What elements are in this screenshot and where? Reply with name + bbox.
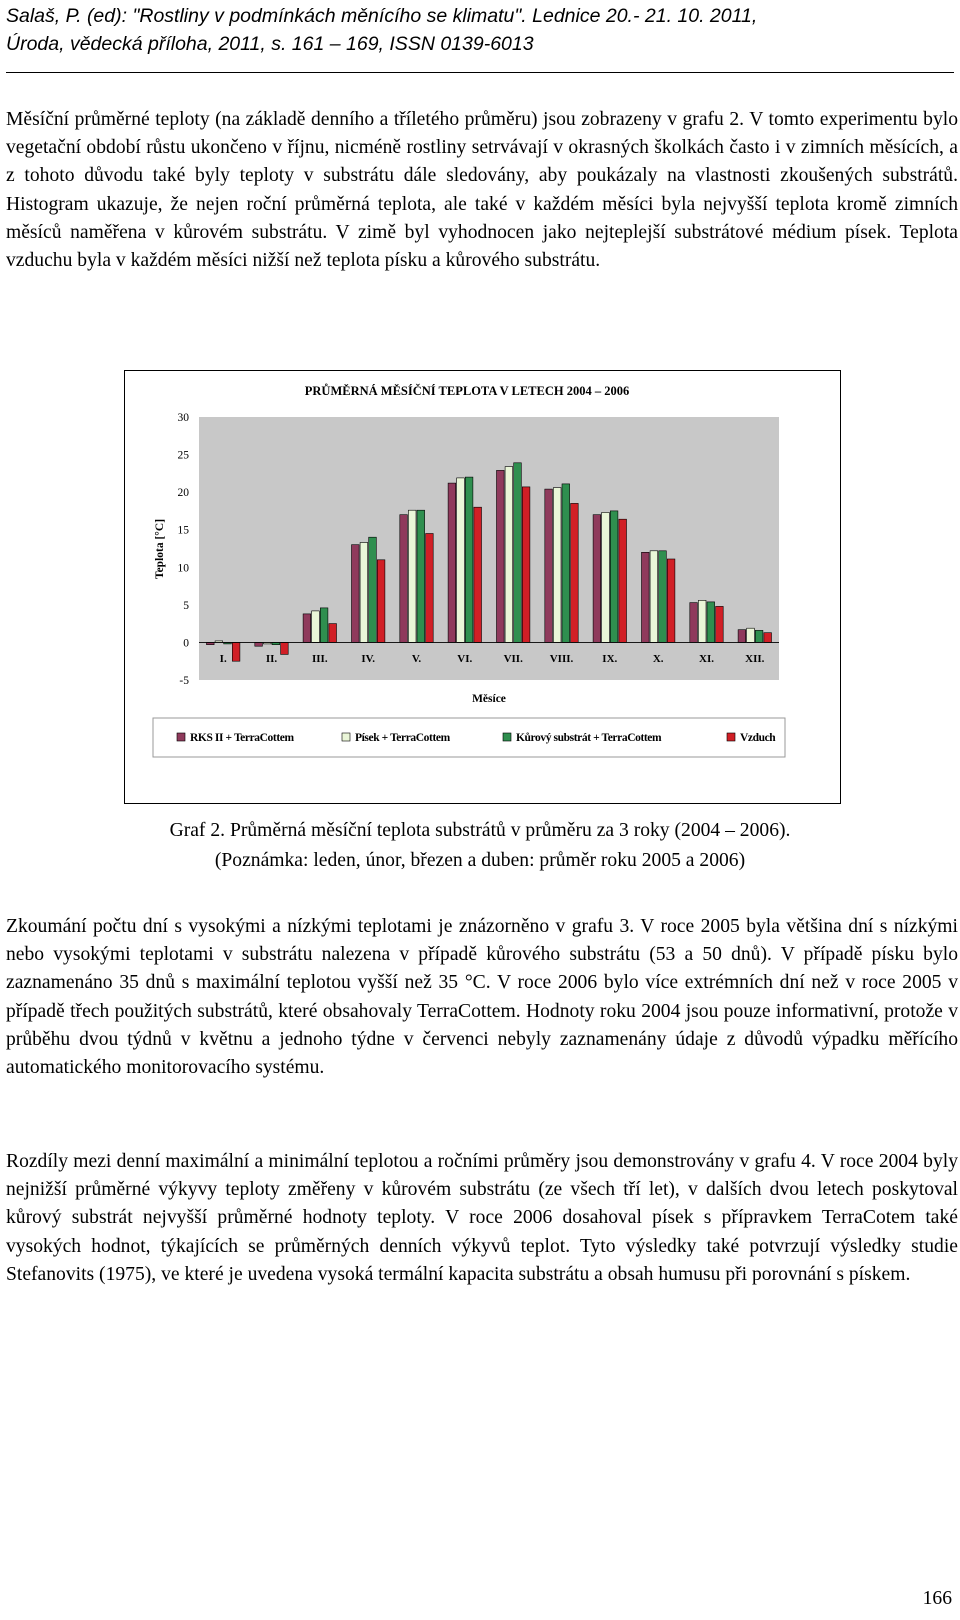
y-tick-label: 10 bbox=[177, 562, 189, 575]
y-tick-label: 25 bbox=[177, 449, 189, 462]
bar-1-iii bbox=[303, 614, 311, 643]
bar-3-v bbox=[417, 510, 425, 642]
x-tick-label: VII. bbox=[503, 653, 523, 665]
citation-header bbox=[6, 2, 946, 58]
legend-label: RKS II + TerraCottem bbox=[190, 732, 294, 744]
legend-swatch bbox=[177, 733, 185, 741]
x-tick-label: II. bbox=[265, 653, 278, 665]
y-tick-label: 30 bbox=[177, 412, 189, 424]
bar-2-viii bbox=[553, 488, 561, 643]
x-tick-label: IV. bbox=[361, 653, 375, 665]
x-tick-label: IX. bbox=[602, 653, 618, 665]
figure-caption-note: (Poznámka: leden, únor, březen a duben: průměr roku 2005 a 2006) bbox=[214, 850, 746, 871]
y-tick-label: 15 bbox=[177, 524, 189, 537]
bar-4-xi bbox=[716, 606, 724, 642]
citation-line-2: Úroda, vědecká příloha, 2011, s. 161 – 169, ISSN 0139-6013 bbox=[6, 33, 534, 55]
y-axis-label: Teplota [°C] bbox=[154, 518, 166, 580]
legend-label: Písek + TerraCottem bbox=[355, 732, 450, 744]
x-tick-label: III. bbox=[312, 653, 328, 665]
bar-1-v bbox=[400, 515, 408, 643]
x-axis-label: Měsíce bbox=[472, 693, 506, 705]
bar-1-iv bbox=[352, 545, 360, 643]
chart-frame bbox=[124, 370, 841, 804]
bar-4-ii bbox=[281, 642, 289, 654]
bar-4-x bbox=[667, 559, 675, 642]
bar-4-v bbox=[426, 534, 434, 643]
x-tick-label: V. bbox=[411, 653, 422, 665]
legend-swatch bbox=[342, 733, 350, 741]
bar-3-iii bbox=[320, 608, 328, 643]
chart-title: PRŮMĚRNÁ MĚSÍČNÍ TEPLOTA V LETECH 2004 – 2006 bbox=[304, 384, 630, 398]
legend-label: Vzduch bbox=[740, 732, 776, 744]
bar-1-vii bbox=[497, 470, 505, 642]
paragraph-daily-fluctuations: Rozdíly mezi denní maximální a minimální teplotou a ročními průměry jsou demonstrovány v grafu 4. V roce 2004 byly nejnižší průměrné výkyvy teploty změřeny v kůrovém substrátu (ze všech tří let), v dalších dvou letech poskytoval kůrový substrát nejvyšší průměrné hodnoty teploty. V roce 2006 dosahoval písek s přípravkem TerraCotem také vysokých hodnot, týkajících se průměrných denních výkyvů teplot. Tyto výsledky také potvrzují výsledky studie Stefanovits (1975), ve které je uvedena vysoká termální kapacita substrátu a obsah humusu při porovnání s pískem. bbox=[6, 1151, 958, 1285]
bar-4-iii bbox=[329, 624, 337, 643]
page-number: 166 bbox=[922, 1588, 952, 1609]
bar-2-x bbox=[650, 551, 658, 643]
paragraph-monthly-temperatures: Měsíční průměrné teploty (na základě denního a tříletého průměru) jsou zobrazeny v grafu 2. V tomto experimentu bylo vegetační období růstu ukončeno v říjnu, nicméně rostliny setrvávají v okrasných školkách často i v zimních měsících, a z tohoto důvodu také byly teploty v substrátu dále sledovány, aby poukázaly na vlastnosti zkoušených substrátů. Histogram ukazuje, že nejen roční průměrná teplota, ale také v každém měsíci byla nejvyšší teplota kromě zimních měsíců naměřena v kůrovém substrátu. V zimě byl vyhodnocen jako nejteplejší substrátové médium písek. Teplota vzduchu byla v každém měsíci nižší než teplota písku a kůrového substrátu. bbox=[6, 109, 958, 272]
bar-4-vi bbox=[474, 507, 482, 642]
bar-2-ix bbox=[602, 512, 610, 642]
bar-1-xi bbox=[690, 603, 698, 643]
y-tick-label: 0 bbox=[183, 637, 189, 650]
bar-2-vii bbox=[505, 467, 513, 643]
y-tick-label: 20 bbox=[177, 487, 189, 500]
bar-3-iv bbox=[369, 537, 377, 642]
bar-3-xii bbox=[755, 630, 763, 642]
bar-3-ix bbox=[610, 511, 618, 643]
bar-3-viii bbox=[562, 484, 570, 643]
bar-4-iv bbox=[377, 560, 385, 643]
figure-caption: Graf 2. Průměrná měsíční teplota substrátů v průměru za 3 roky (2004 – 2006). bbox=[169, 820, 791, 841]
legend-label: Kůrový substrát + TerraCottem bbox=[516, 732, 662, 744]
bar-1-ii bbox=[255, 642, 263, 646]
citation-line-1: Salaš, P. (ed): "Rostliny v podmínkách měnícího se klimatu". Lednice 20.- 21. 10. 2011, bbox=[6, 5, 758, 27]
x-tick-label: VI. bbox=[457, 653, 473, 665]
y-tick-label: -5 bbox=[179, 675, 189, 687]
bar-2-vi bbox=[457, 478, 465, 643]
bar-3-x bbox=[659, 551, 667, 643]
bar-4-i bbox=[232, 642, 240, 661]
legend-swatch bbox=[503, 733, 511, 741]
temperature-bar-chart bbox=[125, 371, 842, 805]
bar-1-xii bbox=[738, 630, 746, 643]
bar-4-xii bbox=[764, 633, 772, 643]
bar-2-xii bbox=[747, 628, 755, 642]
x-tick-label: XII. bbox=[745, 653, 765, 665]
bar-1-viii bbox=[545, 489, 553, 642]
x-tick-label: XI. bbox=[699, 653, 714, 665]
bar-2-iv bbox=[360, 543, 368, 643]
bar-4-vii bbox=[522, 487, 530, 643]
bar-1-vi bbox=[448, 483, 456, 642]
bar-2-iii bbox=[312, 611, 320, 643]
x-tick-label: X. bbox=[652, 653, 664, 665]
bar-1-ix bbox=[593, 515, 601, 643]
bar-1-x bbox=[642, 552, 650, 642]
x-tick-label: VIII. bbox=[549, 653, 574, 665]
bar-3-vii bbox=[514, 463, 522, 643]
bar-2-xi bbox=[698, 600, 706, 642]
bar-2-v bbox=[408, 510, 416, 642]
bar-4-ix bbox=[619, 519, 627, 642]
bar-3-vi bbox=[465, 477, 473, 642]
legend-swatch bbox=[727, 733, 735, 741]
paragraph-extreme-days: Zkoumání počtu dní s vysokými a nízkými teplotami je znázorněno v grafu 3. V roce 2005 byla většina dní s nízkými nebo vysokými teplotami v substrátu nalezena v případě kůrového substrátu (53 a 50 dnů). V případě písku bylo zaznamenáno 35 dnů s maximální teplotou vyšší než 35 °C. V roce 2006 bylo více extrémních dní než v roce 2005 v případě třech použitých substrátů, které obsahovaly TerraCottem. Hodnoty roku 2004 jsou pouze informativní, protože v průběhu dvou týdnů v květnu a jednoho týdne v červenci nebyly zaznamenány údaje z důvodů výpadku měřícího automatického monitorovacího systému. bbox=[6, 916, 958, 1079]
x-tick-label: I. bbox=[219, 653, 227, 665]
y-tick-label: 5 bbox=[183, 599, 189, 612]
header-divider bbox=[6, 72, 954, 73]
bar-3-xi bbox=[707, 602, 715, 643]
bar-4-viii bbox=[571, 503, 579, 642]
